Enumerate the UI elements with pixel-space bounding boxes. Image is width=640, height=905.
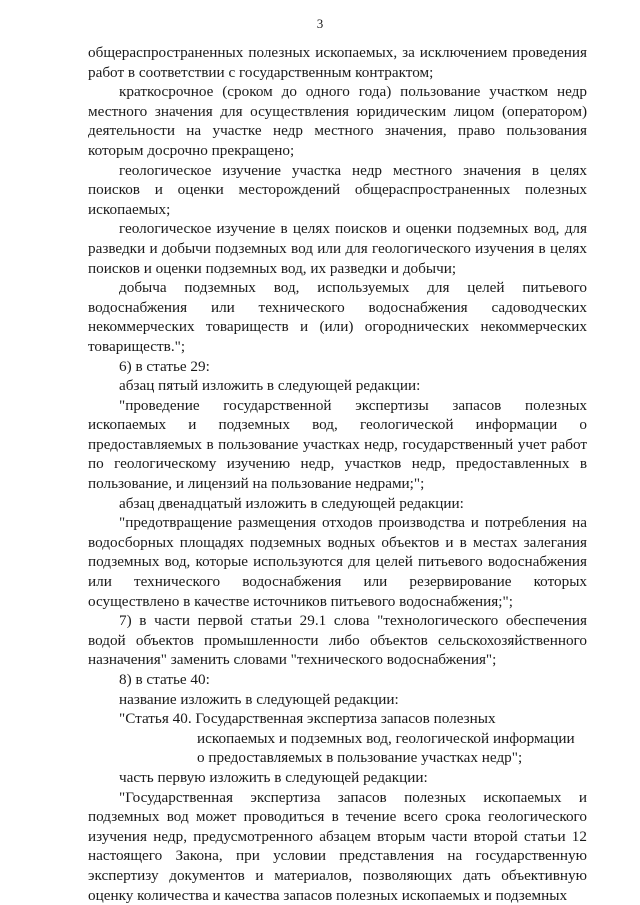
- paragraph: "Государственная экспертиза запасов полезных ископаемых и подземных вод может проводиться в течение всего срока геологического изучения недр, предусмотренного абзацем вторым части второй статьи 12 настоящего Закона, при условии представления на государственную экспертизу документов и материалов, позволяющих дать объективную оценку количества и качества запасов полезных ископаемых и подземных: [88, 788, 587, 904]
- paragraph: абзац пятый изложить в следующей редакции:: [119, 377, 421, 395]
- document-body: [88, 43, 587, 905]
- page-number: 3: [316, 16, 324, 31]
- paragraph: 8) в статье 40:: [119, 671, 210, 688]
- article-title-line: "Статья 40. Государственная экспертиза запасов полезных: [119, 710, 496, 728]
- article-title-quote: [88, 709, 587, 768]
- paragraph: название изложить в следующей редакции:: [119, 690, 399, 708]
- paragraph: добыча подземных вод, используемых для целей питьевого водоснабжения или технического водоснабжения садоводческих некоммерческих товариществ и (или) огороднических некоммерческих товариществ.";: [88, 279, 587, 355]
- paragraph: "проведение государственной экспертизы запасов полезных ископаемых и подземных вод, геологической информации о предоставляемых в пользование участках недр, государственный учет работ по геологическому изучению недр, участков недр, предоставленных в пользование, и лицензий на пользование недрами;";: [88, 396, 587, 493]
- paragraph: геологическое изучение участка недр местного значения в целях поисков и оценки месторождений общераспространенных полезных ископаемых;: [88, 161, 587, 218]
- paragraph: общераспространенных полезных ископаемых, за исключением проведения работ в соответствии с государственным контрактом;: [88, 44, 587, 81]
- paragraph: 6) в статье 29:: [119, 357, 210, 375]
- article-title-line: о предоставляемых в пользование участках недр";: [197, 749, 523, 767]
- paragraph: 7) в части первой статьи 29.1 слова "технологического обеспечения водой объектов промышленности либо объектов сельскохозяйственного назначения" заменить словами "технического водоснабжения";: [88, 612, 587, 669]
- paragraph: "предотвращение размещения отходов производства и потребления на водосборных площадях подземных водных объектов и в местах залегания подземных вод, которые используются для целей питьевого водоснабжения или технического водоснабжения или резервирование которых осуществлено в качестве источников питьевого водоснабжения;";: [88, 514, 587, 610]
- paragraph: часть первую изложить в следующей редакции:: [119, 768, 428, 786]
- paragraph: абзац двенадцатый изложить в следующей редакции:: [119, 494, 464, 512]
- paragraph: краткосрочное (сроком до одного года) пользование участком недр местного значения для осуществления юридическим лицом (оператором) деятельности на участке недр местного значения, право пользования которым досрочно прекращено;: [88, 83, 587, 159]
- article-title-line: ископаемых и подземных вод, геологической информации: [197, 729, 575, 747]
- paragraph: геологическое изучение в целях поисков и оценки подземных вод, для разведки и добычи подземных вод или для геологического изучения в целях поисков и оценки подземных вод, их разведки и добычи;: [88, 220, 587, 277]
